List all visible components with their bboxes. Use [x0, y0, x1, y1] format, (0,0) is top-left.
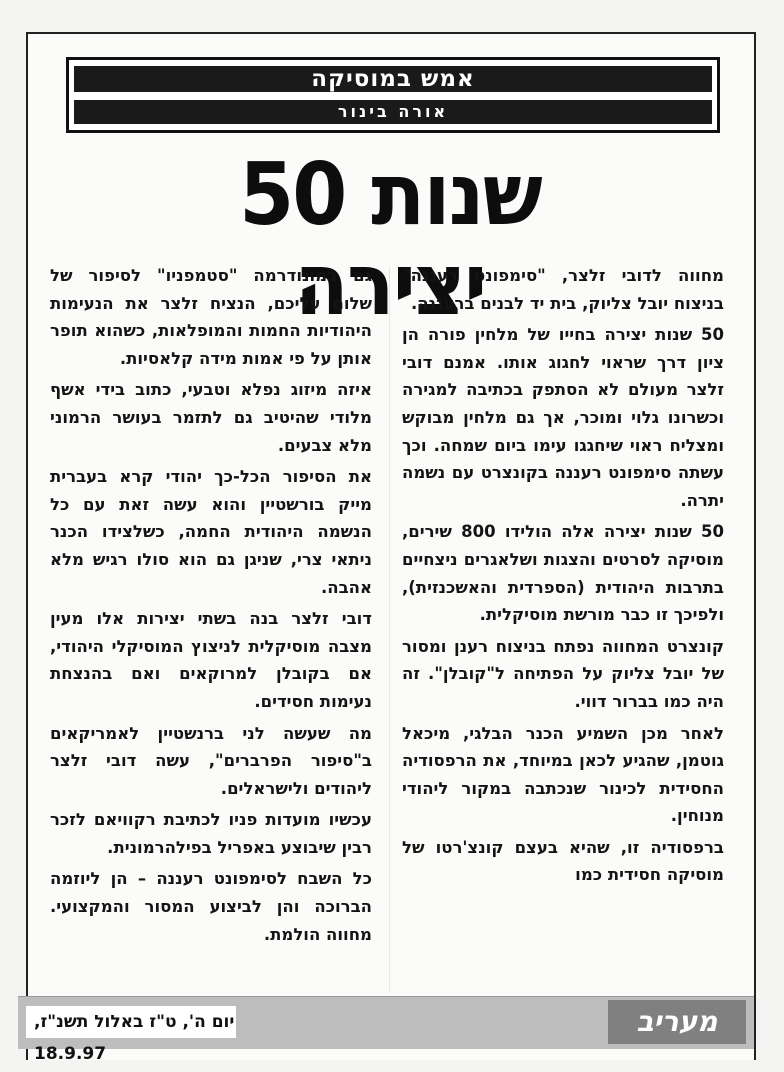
paragraph: כל השבח לסימפונט רעננה – הן ליוזמה הברוכה והן לביצוע המסור והמקצועי. מחווה הולמת.	[50, 869, 372, 944]
article-headline: 50 שנות יצירה	[239, 145, 541, 335]
publication-date: יום ה', ט"ז באלול תשנ"ז, 18.9.97	[26, 1006, 236, 1038]
paragraph: עכשיו מועדות פניו לכתיבת רקוויאם לזכר רבין שיבוצע באפריל בפילהרמונית.	[50, 810, 372, 857]
paragraph: איזה מיזוג נפלא וטבעי, כתוב בידי אשף מלודי שהיטיב גם לתזמר בעושר הרמוני מלא צבעים.	[50, 380, 372, 455]
author-name: אורה בינור	[74, 100, 712, 124]
paragraph: מחווה לדובי זלצר, "סימפונט רעננה" בניצוח יובל צליוק, בית יד לבנים ברעננה.	[402, 266, 724, 313]
column-divider	[389, 266, 390, 991]
column-header	[66, 57, 720, 133]
paragraph: לאחר מכן השמיע הכנר הבלגי, מיכאל גוטמן, שהגיע לכאן במיוחד, את הרפסודיה החסידית לכינור שנכתבה במקור ליהודי מנוחין.	[402, 723, 724, 826]
paragraph: 50 שנות יצירה בחייו של מלחין פורה הן ציון דרך שראוי לחגוג אותו. אמנם דובי זלצר מעולם לא הסתפק בכתיבה למגירה וכשרונו גלוי ומוכר, אך גם מלחין מבוקש ומצליח ראוי שיחגגו עימו ביום שמחה. וכך עשתה סימפונט רעננה בקונצרט עם נשמה יתרה.	[402, 325, 724, 510]
paragraph: את הסיפור הכל-כך יהודי קרא בעברית מייק בורשטיין והוא עשה זאת עם כל הנשמה היהודית החמה, כשלצידו הכנר ניתאי צרי, שניגן גם הוא סולו רגיש מלא אהבה.	[50, 467, 372, 597]
paragraph: ברפסודיה זו, שהיא בעצם קונצ'רטו של מוסיקה חסידית כמו	[402, 837, 724, 885]
paragraph: קונצרט המחווה נפתח בניצוח רענן ומסור של יובל צליוק על הפתיחה ל"קובלן". זה היה כמו בברור דווי.	[402, 636, 724, 711]
paragraph: מה שעשה לני ברנשטיין לאמריקאים ב"סיפור הפרברים", עשה דובי זלצר ליהודים ולישראלים.	[50, 723, 372, 798]
article-column-right	[402, 262, 724, 889]
paragraph: דובי זלצר בנה בשתי יצירות אלו מעין מצבה מוסיקלית לניצוץ המוסיקלי היהודי, אם בקובלן למרוקאים ואם בהנצחת נעימות חסידים.	[50, 609, 372, 711]
article-column-left	[50, 262, 372, 948]
column-name: אמש במוסיקה	[74, 66, 712, 92]
paragraph: 50 שנות יצירה אלה הולידו 800 שירים, מוסיקה לסרטים והצגות ושלאגרים ניצחיים בתרבות היהודית (הספרדית והאשכנזית), ולפיכך זו כבר מורשת מוסיקלית.	[402, 522, 725, 625]
paragraph: גם במונודרמה "סטמפניו" לסיפור של שלום עליכם, הנציח זלצר את הנעימות היהודיות החמות והמופלאות, כשהוא תופר אותן על פי אמות מידה קלאסיות.	[50, 266, 372, 368]
newspaper-logo: מעריב	[608, 1000, 746, 1044]
